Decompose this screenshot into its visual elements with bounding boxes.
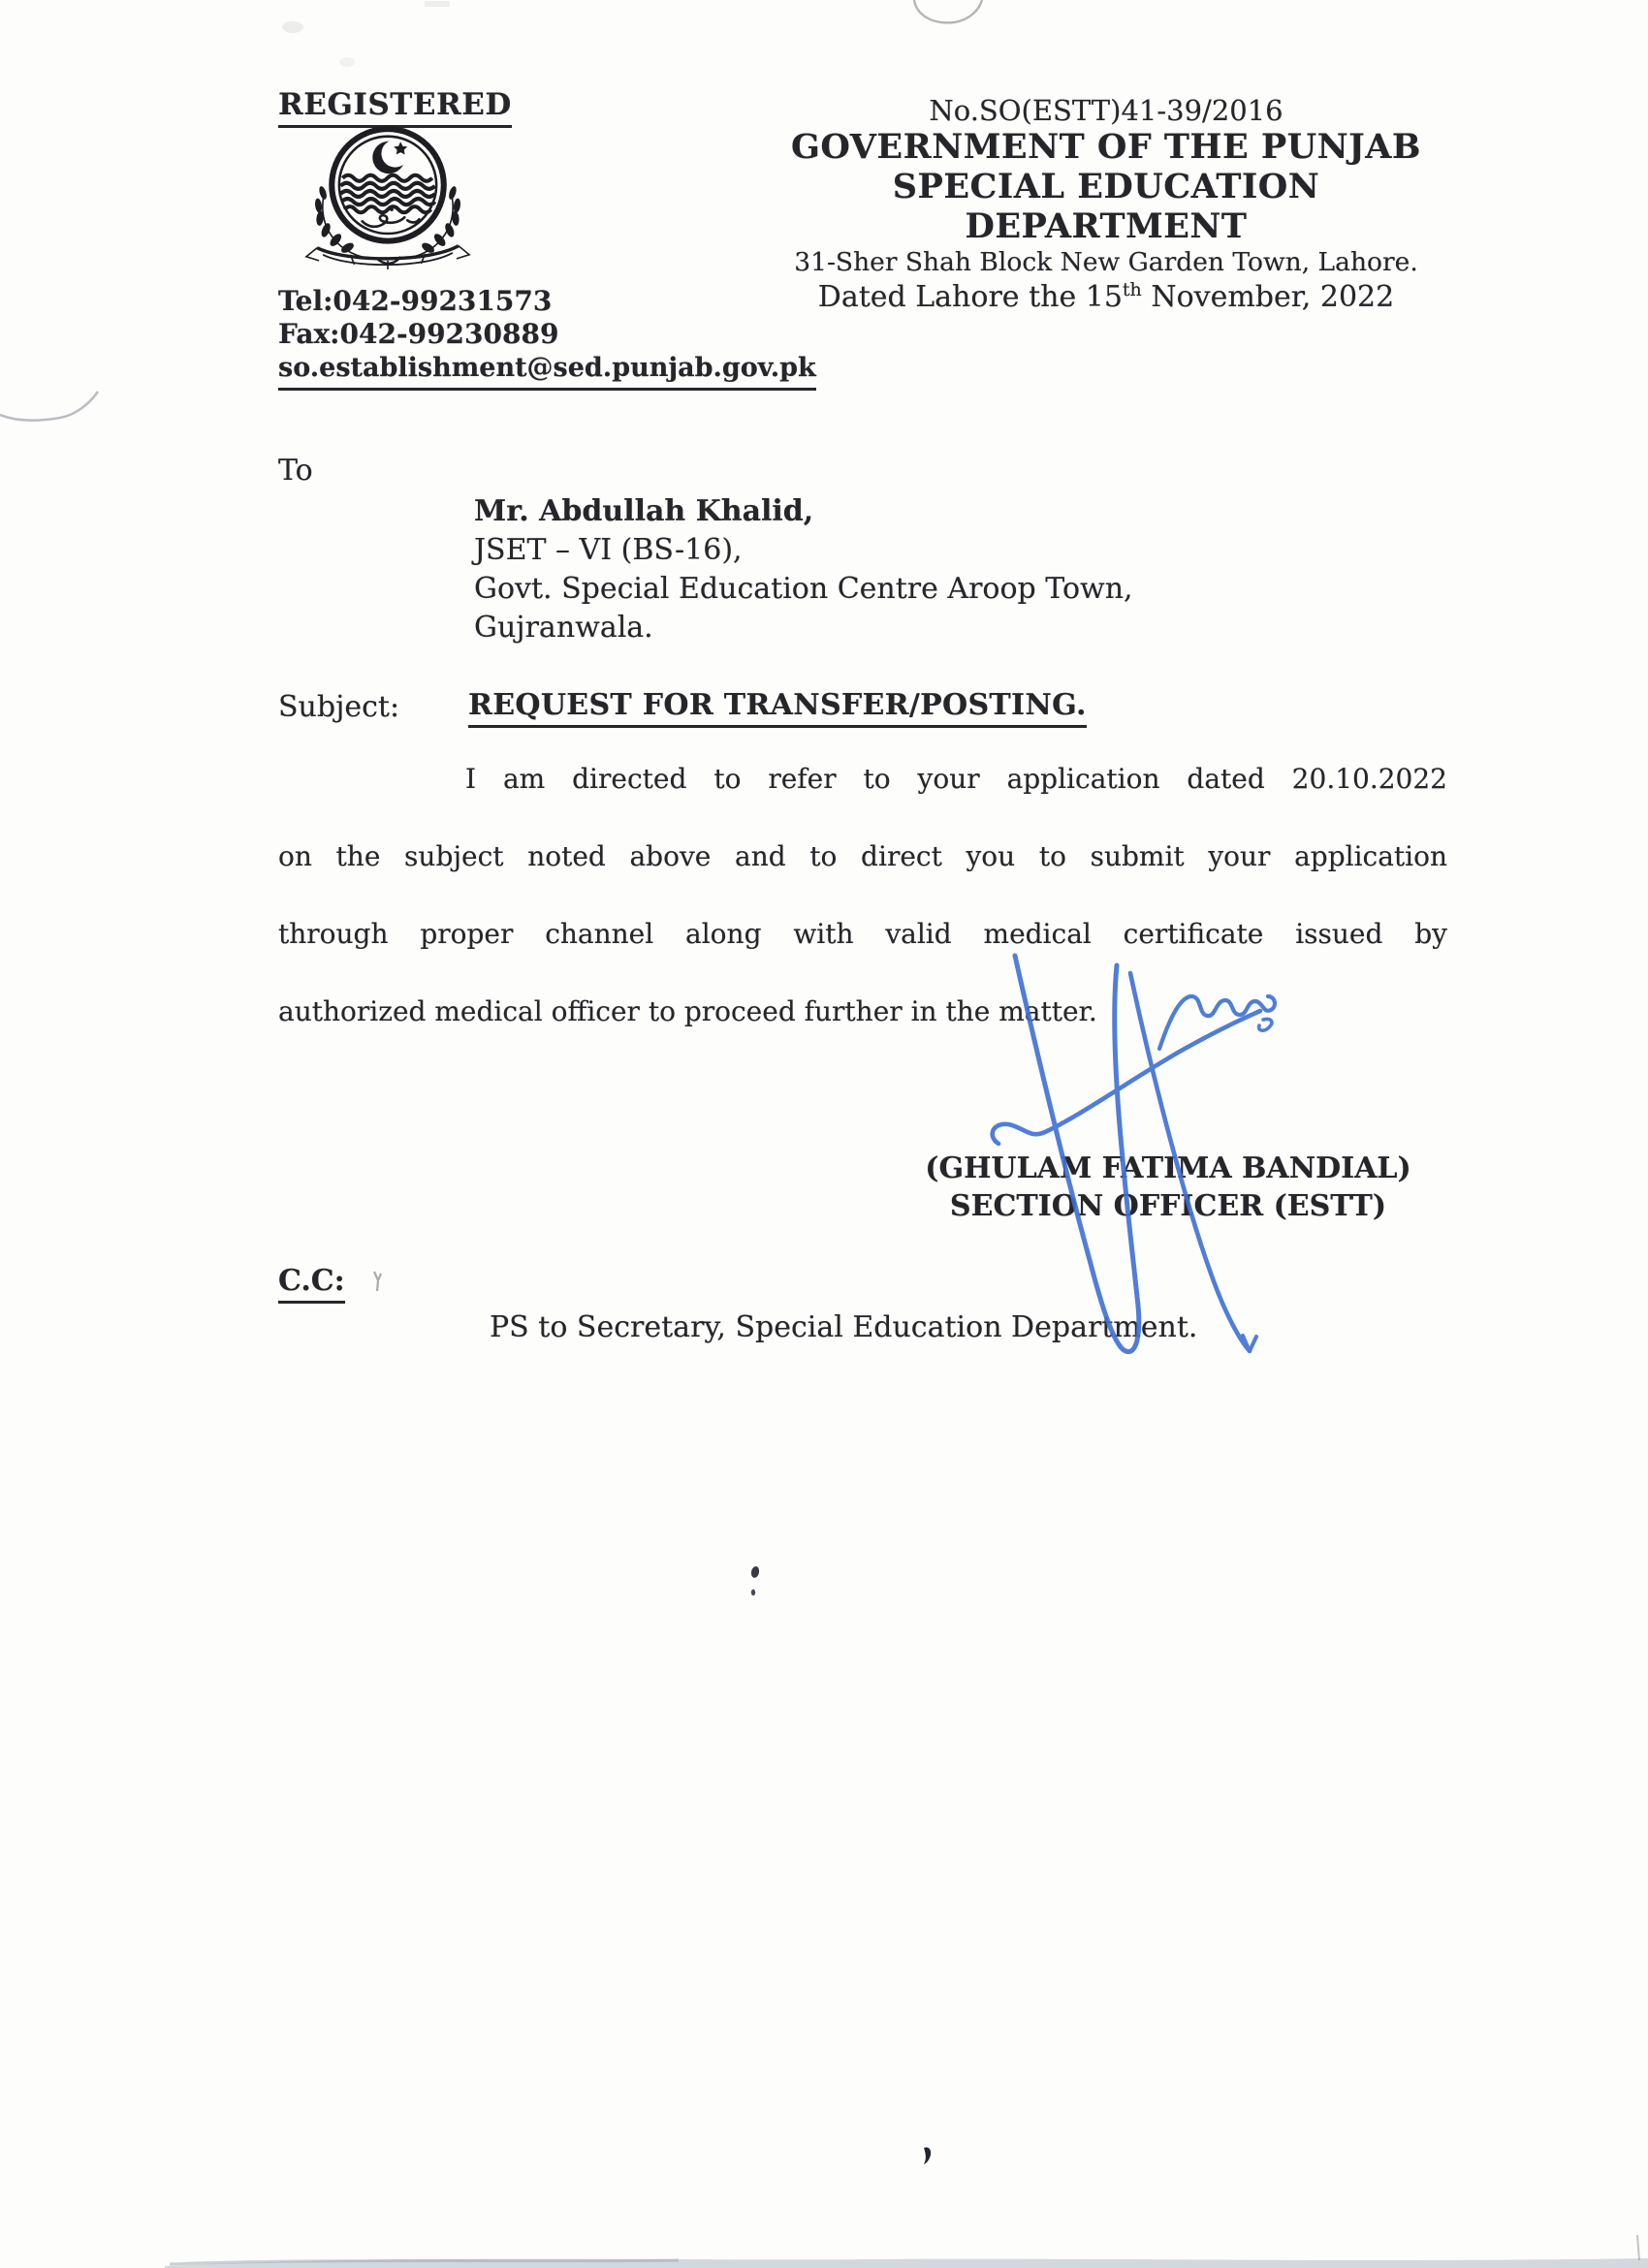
signatory-name: (GHULAM FATIMA BANDIAL): [925, 1151, 1411, 1185]
letterhead-right: [764, 93, 1448, 279]
registered-label: REGISTERED: [278, 87, 512, 122]
fax-label: Fax:042-99230889: [278, 318, 559, 350]
body-line: I am directed to refer to your application dated 20.10.2022: [465, 763, 1447, 795]
email-text: so.establishment@sed.punjab.gov.pk: [278, 352, 816, 391]
cc-recipient: PS to Secretary, Special Education Department.: [490, 1310, 1198, 1344]
addressee-city: Gujranwala.: [474, 611, 653, 645]
addressee-designation: JSET – VI (BS-16),: [474, 533, 743, 567]
reference-number: No.SO(ESTT)41-39/2016: [929, 94, 1284, 127]
addressee-name: Mr. Abdullah Khalid,: [474, 494, 814, 528]
body-line: through proper channel along with valid medical certificate issued by: [278, 918, 1447, 950]
date-ordinal: th: [1122, 279, 1142, 300]
org-name-line1: GOVERNMENT OF THE PUNJAB: [791, 127, 1421, 167]
org-address: 31-Sher Shah Block New Garden Town, Lahore.: [794, 247, 1418, 277]
body-line: authorized medical officer to proceed further in the matter.: [278, 995, 1097, 1027]
subject-label: Subject:: [278, 690, 400, 724]
addressee-block: [474, 492, 1133, 647]
body-paragraph: [278, 758, 1447, 1068]
signature-block: [877, 1150, 1459, 1225]
contact-block: [278, 285, 816, 391]
subject-text: REQUEST FOR TRANSFER/POSTING.: [468, 688, 1087, 722]
addressee-office: Govt. Special Education Centre Aroop Town,: [474, 572, 1133, 606]
signatory-title: SECTION OFFICER (ESTT): [949, 1189, 1387, 1223]
body-line: on the subject noted above and to direct you to submit your application: [278, 840, 1447, 872]
date-line: Dated Lahore the 15th November, 2022: [817, 279, 1395, 314]
tel-label: Tel:042-99231573: [278, 285, 553, 317]
cc-label: C.C:: [278, 1264, 345, 1298]
punjab-crest-icon: [287, 122, 489, 269]
to-label: To: [278, 454, 313, 488]
org-name-line2: SPECIAL EDUCATION DEPARTMENT: [892, 167, 1320, 246]
